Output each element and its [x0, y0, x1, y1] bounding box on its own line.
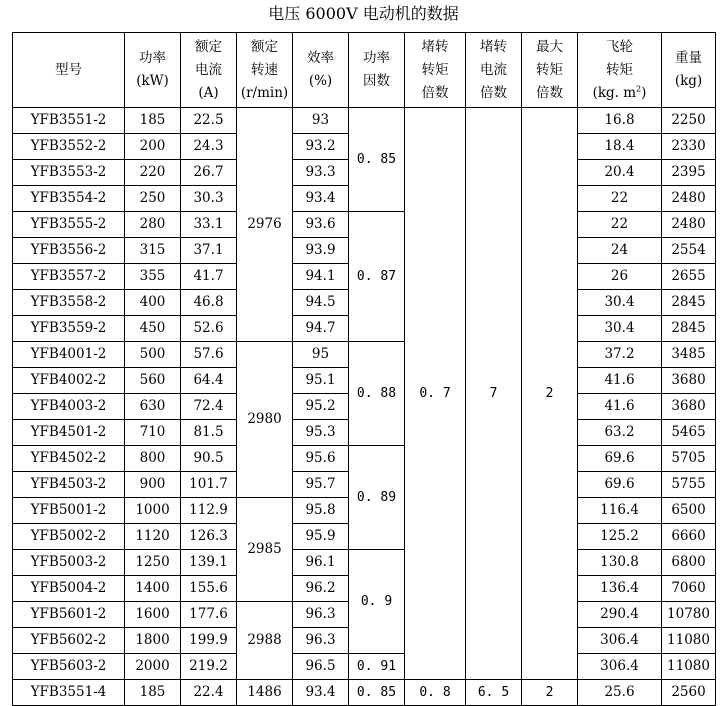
cell-current: 46.8 — [181, 290, 237, 316]
table-row — [13, 342, 716, 368]
cell-weight: 3680 — [662, 394, 716, 420]
cell-current: 33.1 — [181, 212, 237, 238]
cell-model: YFB3555-2 — [13, 212, 125, 238]
cell-power: 800 — [125, 446, 181, 472]
cell-weight: 2330 — [662, 134, 716, 160]
cell-efficiency: 95.6 — [293, 446, 349, 472]
cell-weight: 3485 — [662, 342, 716, 368]
cell-efficiency: 93.9 — [293, 238, 349, 264]
cell-model: YFB5001-2 — [13, 498, 125, 524]
cell-weight: 10780 — [662, 602, 716, 628]
cell-locked-torque: 0. 7 — [405, 108, 466, 680]
cell-power: 1600 — [125, 602, 181, 628]
cell-efficiency: 95.8 — [293, 498, 349, 524]
cell-model: YFB3557-2 — [13, 264, 125, 290]
cell-flywheel: 30.4 — [578, 316, 662, 342]
cell-current: 52.6 — [181, 316, 237, 342]
cell-power: 185 — [125, 108, 181, 134]
cell-efficiency: 96.2 — [293, 576, 349, 602]
cell-weight: 11080 — [662, 654, 716, 680]
table-row — [13, 680, 716, 706]
cell-current: 24.3 — [181, 134, 237, 160]
cell-flywheel: 130.8 — [578, 550, 662, 576]
cell-weight: 5465 — [662, 420, 716, 446]
cell-efficiency: 95.9 — [293, 524, 349, 550]
cell-current: 155.6 — [181, 576, 237, 602]
cell-model: YFB5603-2 — [13, 654, 125, 680]
cell-weight: 6800 — [662, 550, 716, 576]
cell-efficiency: 95.7 — [293, 472, 349, 498]
cell-power: 250 — [125, 186, 181, 212]
cell-current: 64.4 — [181, 368, 237, 394]
cell-power: 630 — [125, 394, 181, 420]
cell-current: 81.5 — [181, 420, 237, 446]
table-row — [13, 550, 716, 576]
cell-current: 72.4 — [181, 394, 237, 420]
cell-weight: 6500 — [662, 498, 716, 524]
table-body — [13, 108, 716, 706]
cell-current: 199.9 — [181, 628, 237, 654]
cell-flywheel: 30.4 — [578, 290, 662, 316]
cell-max-torque: 2 — [522, 108, 578, 680]
cell-locked-current: 6. 5 — [466, 680, 522, 706]
cell-weight: 2655 — [662, 264, 716, 290]
cell-current: 112.9 — [181, 498, 237, 524]
cell-speed: 1486 — [237, 680, 293, 706]
cell-power: 185 — [125, 680, 181, 706]
header-locked-torque: 堵转 转矩 倍数 — [405, 33, 466, 108]
cell-weight: 2395 — [662, 160, 716, 186]
cell-model: YFB5002-2 — [13, 524, 125, 550]
table-row — [13, 108, 716, 134]
cell-flywheel: 306.4 — [578, 628, 662, 654]
table-row — [13, 654, 716, 680]
motor-data-table — [12, 32, 716, 706]
header-max-torque: 最大 转矩 倍数 — [522, 33, 578, 108]
cell-speed: 2985 — [237, 498, 293, 602]
header-row — [13, 33, 716, 108]
cell-weight: 7060 — [662, 576, 716, 602]
cell-model: YFB3551-2 — [13, 108, 125, 134]
cell-power: 200 — [125, 134, 181, 160]
cell-efficiency: 96.3 — [293, 602, 349, 628]
cell-model: YFB3559-2 — [13, 316, 125, 342]
header-efficiency: 效率 (%) — [293, 33, 349, 108]
cell-power-factor: 0. 91 — [349, 654, 405, 680]
cell-power: 315 — [125, 238, 181, 264]
header-model: 型号 — [13, 33, 125, 108]
cell-power: 355 — [125, 264, 181, 290]
cell-model: YFB3552-2 — [13, 134, 125, 160]
cell-current: 30.3 — [181, 186, 237, 212]
cell-power-factor: 0. 89 — [349, 446, 405, 550]
header-speed: 额定 转速 (r/min) — [237, 33, 293, 108]
cell-current: 57.6 — [181, 342, 237, 368]
cell-efficiency: 95 — [293, 342, 349, 368]
cell-power-factor: 0. 88 — [349, 342, 405, 446]
cell-efficiency: 94.7 — [293, 316, 349, 342]
cell-power: 710 — [125, 420, 181, 446]
cell-weight: 2845 — [662, 316, 716, 342]
cell-power: 2000 — [125, 654, 181, 680]
cell-flywheel: 16.8 — [578, 108, 662, 134]
cell-model: YFB4002-2 — [13, 368, 125, 394]
cell-flywheel: 20.4 — [578, 160, 662, 186]
cell-power: 1250 — [125, 550, 181, 576]
cell-model: YFB4503-2 — [13, 472, 125, 498]
cell-efficiency: 95.3 — [293, 420, 349, 446]
header-power: 功率 (kW) — [125, 33, 181, 108]
cell-power: 500 — [125, 342, 181, 368]
cell-weight: 6660 — [662, 524, 716, 550]
header-flywheel: 飞轮 转矩 (kg. $m^2$) — [578, 33, 662, 108]
cell-flywheel: 22 — [578, 212, 662, 238]
header-locked-current: 堵转 电流 倍数 — [466, 33, 522, 108]
cell-power: 1000 — [125, 498, 181, 524]
cell-power: 400 — [125, 290, 181, 316]
cell-speed: 2976 — [237, 108, 293, 342]
cell-power-factor: 0. 85 — [349, 108, 405, 212]
cell-power: 900 — [125, 472, 181, 498]
cell-flywheel: 306.4 — [578, 654, 662, 680]
cell-flywheel: 125.2 — [578, 524, 662, 550]
cell-efficiency: 94.5 — [293, 290, 349, 316]
cell-locked-current: 7 — [466, 108, 522, 680]
cell-power: 450 — [125, 316, 181, 342]
cell-current: 90.5 — [181, 446, 237, 472]
cell-current: 26.7 — [181, 160, 237, 186]
cell-current: 22.4 — [181, 680, 237, 706]
cell-power: 560 — [125, 368, 181, 394]
cell-current: 22.5 — [181, 108, 237, 134]
cell-weight: 2560 — [662, 680, 716, 706]
cell-weight: 5705 — [662, 446, 716, 472]
cell-current: 219.2 — [181, 654, 237, 680]
cell-current: 126.3 — [181, 524, 237, 550]
cell-flywheel: 290.4 — [578, 602, 662, 628]
cell-model: YFB3558-2 — [13, 290, 125, 316]
cell-power: 1120 — [125, 524, 181, 550]
cell-model: YFB5601-2 — [13, 602, 125, 628]
cell-efficiency: 94.1 — [293, 264, 349, 290]
cell-flywheel: 69.6 — [578, 446, 662, 472]
header-power-factor: 功率 因数 — [349, 33, 405, 108]
cell-efficiency: 96.1 — [293, 550, 349, 576]
cell-model: YFB3556-2 — [13, 238, 125, 264]
cell-efficiency: 96.3 — [293, 628, 349, 654]
cell-model: YFB4001-2 — [13, 342, 125, 368]
cell-current: 139.1 — [181, 550, 237, 576]
cell-efficiency: 93.4 — [293, 186, 349, 212]
cell-efficiency: 93.3 — [293, 160, 349, 186]
cell-power: 1800 — [125, 628, 181, 654]
cell-weight: 2250 — [662, 108, 716, 134]
cell-weight: 3680 — [662, 368, 716, 394]
cell-max-torque: 2 — [522, 680, 578, 706]
cell-model: YFB4501-2 — [13, 420, 125, 446]
cell-weight: 11080 — [662, 628, 716, 654]
cell-power: 280 — [125, 212, 181, 238]
header-weight: 重量 (kg) — [662, 33, 716, 108]
cell-speed: 2980 — [237, 342, 293, 498]
cell-model: YFB5003-2 — [13, 550, 125, 576]
cell-power-factor: 0. 9 — [349, 550, 405, 654]
table-row — [13, 446, 716, 472]
cell-model: YFB5602-2 — [13, 628, 125, 654]
cell-model: YFB4502-2 — [13, 446, 125, 472]
cell-flywheel: 41.6 — [578, 368, 662, 394]
page-title: 电压 6000V 电动机的数据 — [268, 4, 459, 23]
cell-efficiency: 93.4 — [293, 680, 349, 706]
table-row — [13, 212, 716, 238]
cell-model: YFB4003-2 — [13, 394, 125, 420]
cell-current: 177.6 — [181, 602, 237, 628]
header-current: 额定 电流 (A) — [181, 33, 237, 108]
cell-efficiency: 95.2 — [293, 394, 349, 420]
cell-power-factor: 0. 85 — [349, 680, 405, 706]
cell-flywheel: 69.6 — [578, 472, 662, 498]
cell-efficiency: 93.6 — [293, 212, 349, 238]
cell-efficiency: 93 — [293, 108, 349, 134]
cell-current: 37.1 — [181, 238, 237, 264]
cell-flywheel: 37.2 — [578, 342, 662, 368]
cell-efficiency: 93.2 — [293, 134, 349, 160]
cell-current: 101.7 — [181, 472, 237, 498]
cell-power: 1400 — [125, 576, 181, 602]
cell-flywheel: 41.6 — [578, 394, 662, 420]
cell-model: YFB3554-2 — [13, 186, 125, 212]
cell-power: 220 — [125, 160, 181, 186]
cell-flywheel: 116.4 — [578, 498, 662, 524]
cell-flywheel: 18.4 — [578, 134, 662, 160]
cell-weight: 2480 — [662, 186, 716, 212]
cell-weight: 5755 — [662, 472, 716, 498]
cell-model: YFB3553-2 — [13, 160, 125, 186]
cell-flywheel: 136.4 — [578, 576, 662, 602]
cell-flywheel: 22 — [578, 186, 662, 212]
cell-weight: 2845 — [662, 290, 716, 316]
cell-weight: 2480 — [662, 212, 716, 238]
cell-efficiency: 95.1 — [293, 368, 349, 394]
cell-model: YFB3551-4 — [13, 680, 125, 706]
cell-weight: 2554 — [662, 238, 716, 264]
cell-flywheel: 63.2 — [578, 420, 662, 446]
cell-efficiency: 96.5 — [293, 654, 349, 680]
cell-flywheel: 24 — [578, 238, 662, 264]
cell-flywheel: 26 — [578, 264, 662, 290]
cell-speed: 2988 — [237, 602, 293, 680]
cell-locked-torque: 0. 8 — [405, 680, 466, 706]
cell-power-factor: 0. 87 — [349, 212, 405, 342]
cell-flywheel: 25.6 — [578, 680, 662, 706]
cell-model: YFB5004-2 — [13, 576, 125, 602]
cell-current: 41.7 — [181, 264, 237, 290]
